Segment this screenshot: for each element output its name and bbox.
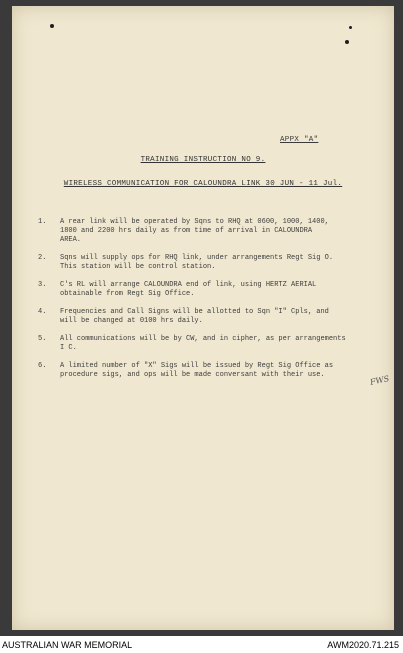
footer-bar [0,636,403,653]
item-number: 6. [38,362,47,370]
annex-label: APPX "A" [280,136,319,144]
document-title: TRAINING INSTRUCTION NO 9. [140,156,266,164]
punch-hole-mark [50,24,54,28]
list-item [38,335,388,353]
item-text: C's RL will arrange CALOUNDRA end of link, using HERTZ AERIAL obtainable from Regt Sig Office. [60,281,317,298]
item-number: 4. [38,308,47,316]
document-page [12,6,394,630]
item-text: A rear link will be operated by Sqns to RHQ at 0600, 1000, 1400, 1800 and 2200 hrs daily as from time of arrival in CALOUNDRA AREA. [60,218,329,244]
source-label: AUSTRALIAN WAR MEMORIAL [2,640,133,650]
handwritten-initials: FWS [369,374,390,387]
list-item [38,281,388,299]
item-number: 5. [38,335,47,343]
instruction-list [38,218,388,389]
item-number: 2. [38,254,47,262]
punch-hole-mark [345,40,349,44]
list-item [38,362,388,380]
accession-number: AWM2020.71.215 [327,640,399,650]
list-item [38,254,388,272]
item-number: 3. [38,281,47,289]
list-item [38,308,388,326]
item-text: Frequencies and Call Signs will be allotted to Sqn "I" Cpls, and will be changed at 0100 hrs daily. [60,308,329,325]
item-number: 1. [38,218,47,226]
document-subtitle: WIRELESS COMMUNICATION FOR CALOUNDRA LINK 30 JUN - 11 Jul. [63,180,343,188]
item-text: Sqns will supply ops for RHQ link, under arrangements Regt Sig O. This station will be control station. [60,254,334,271]
item-text: All communications will be by CW, and in cipher, as per arrangements I C. [60,335,346,352]
item-text: A limited number of "X" Sigs will be issued by Regt Sig Office as procedure sigs, and ops will be made conversant with their use. [60,362,334,379]
list-item [38,218,388,245]
punch-hole-mark [349,26,352,29]
